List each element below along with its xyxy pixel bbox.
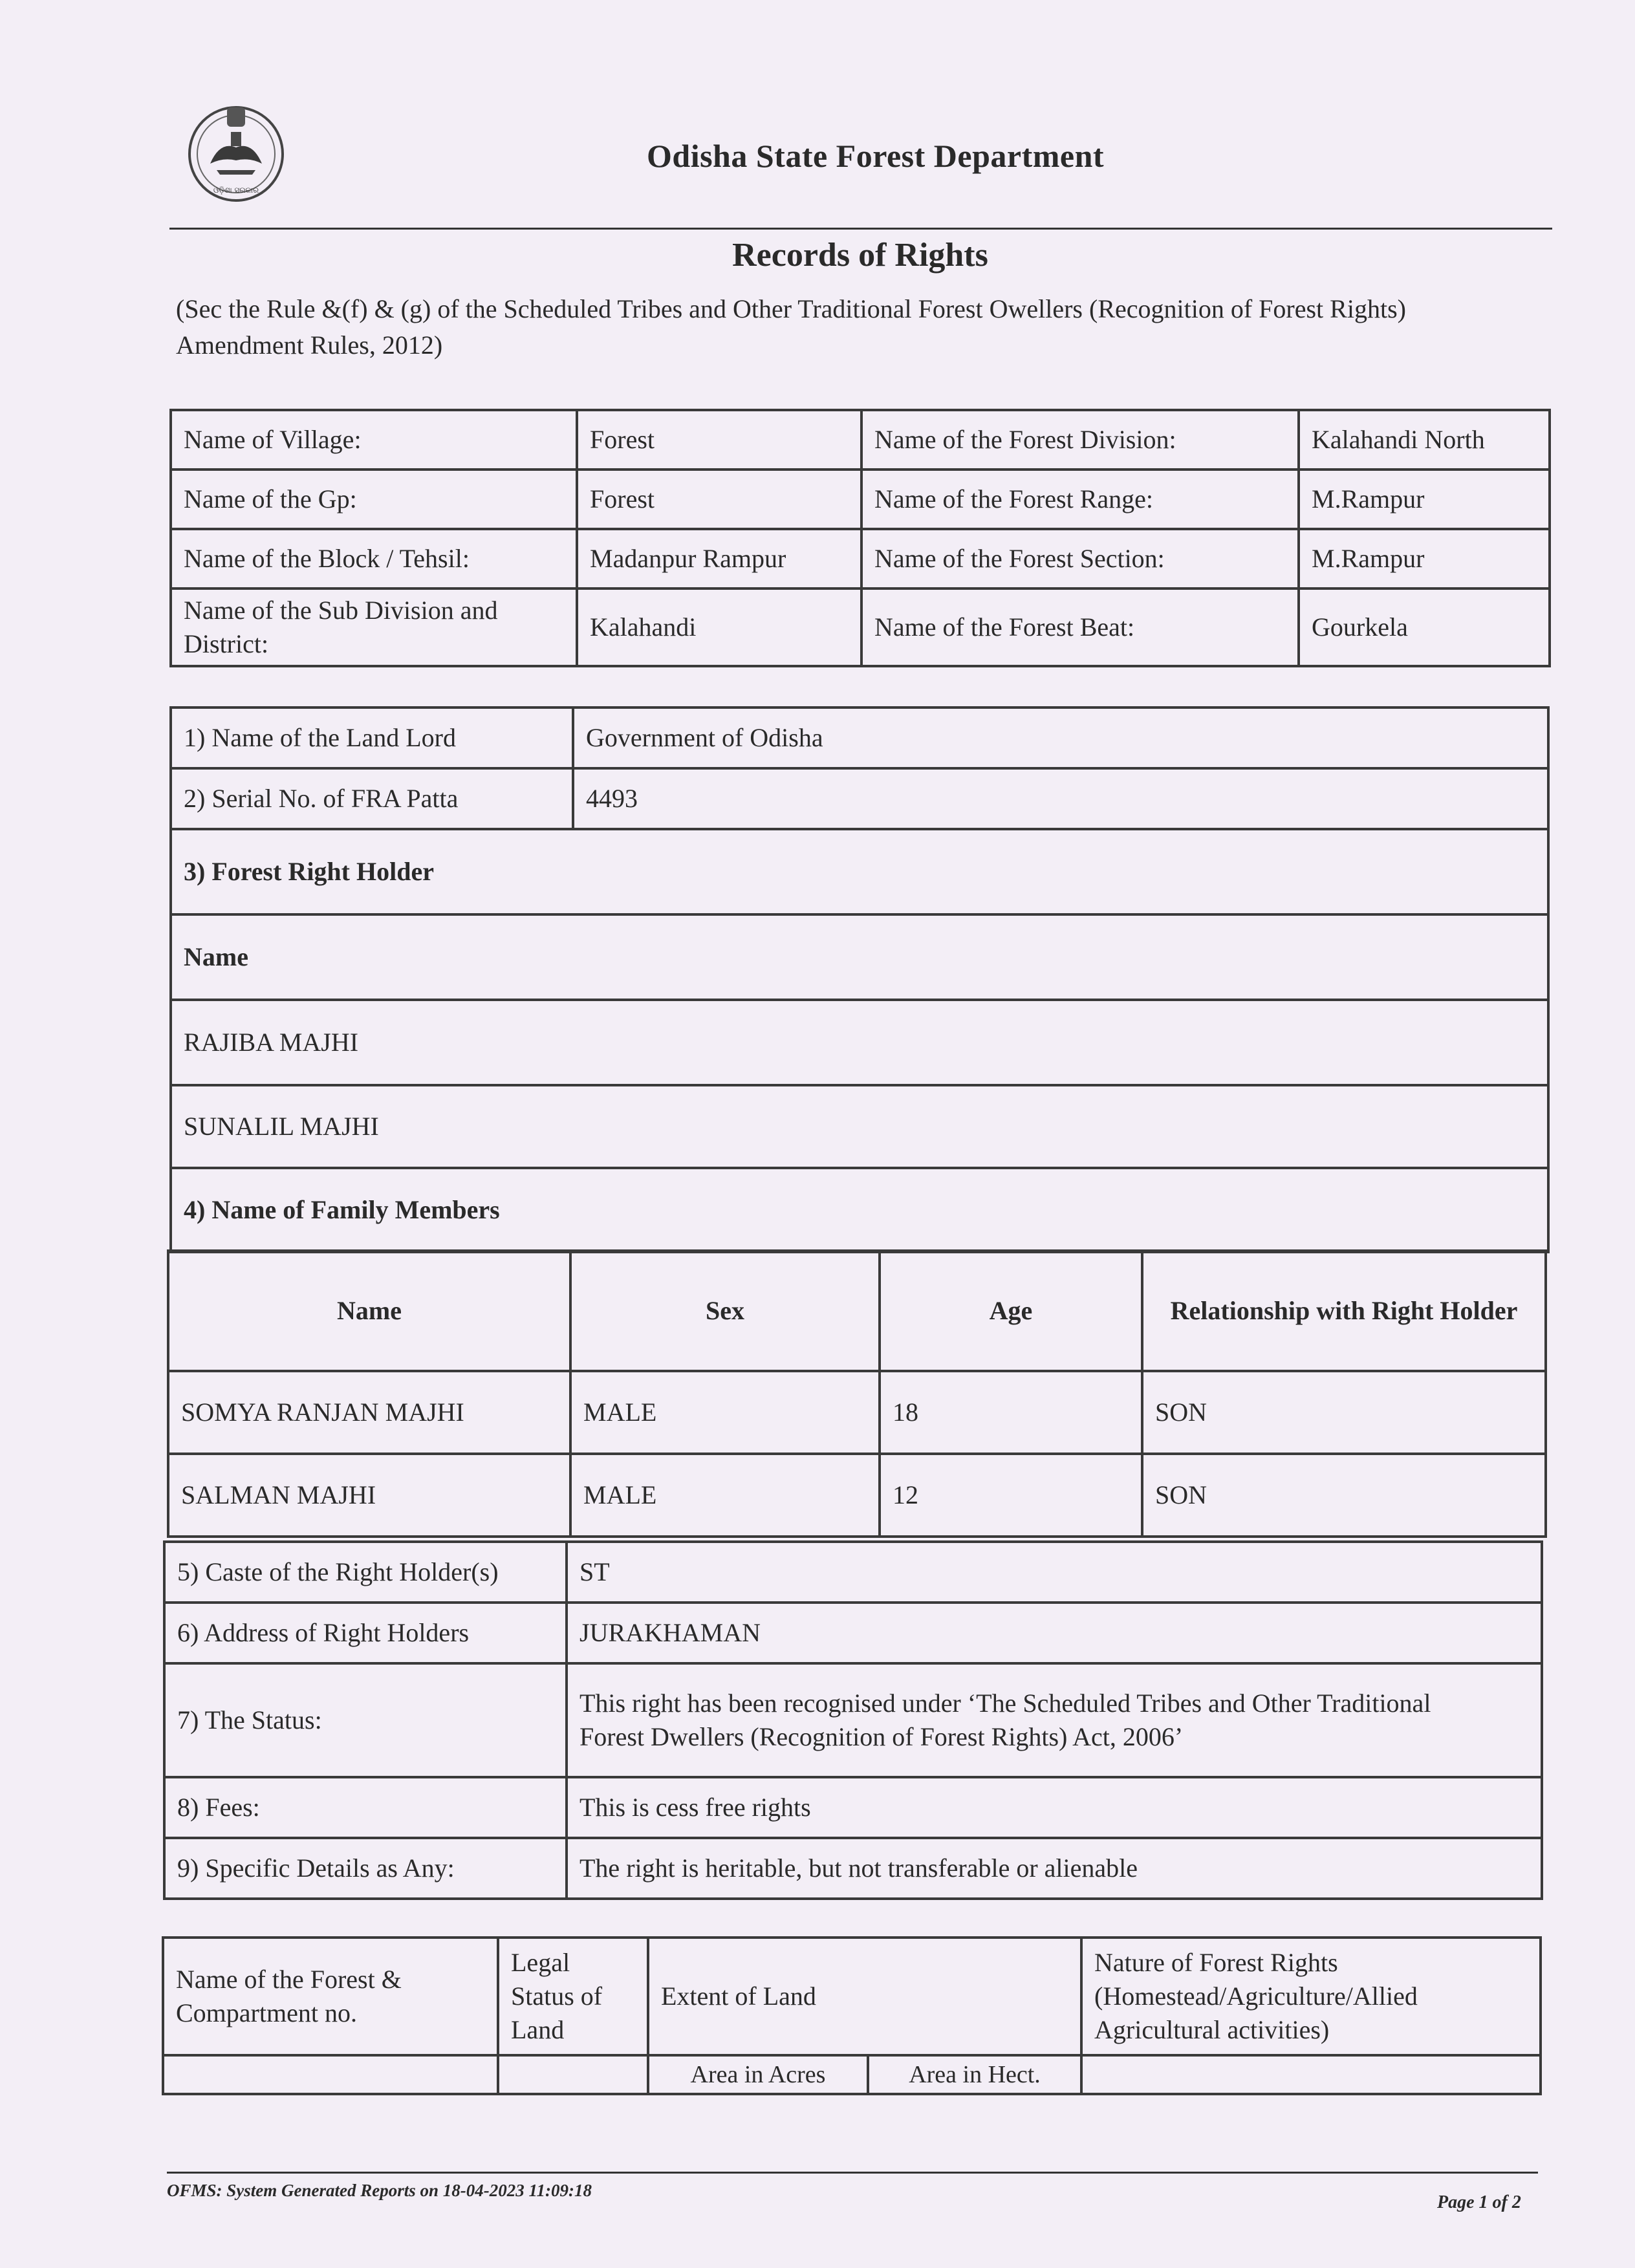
- family-header-sex: Sex: [570, 1251, 880, 1371]
- location-table: [169, 409, 1551, 667]
- caste-value: ST: [567, 1542, 1542, 1603]
- forest-compartment-value: [163, 2055, 498, 2094]
- family-header-relationship: Relationship with Right Holder: [1142, 1251, 1546, 1371]
- table-row: [168, 1371, 1546, 1454]
- range-label: Name of the Forest Range:: [861, 470, 1299, 529]
- land-table: [162, 1936, 1542, 2095]
- landlord-value: Government of Odisha: [573, 707, 1548, 768]
- specific-label: 9) Specific Details as Any:: [164, 1838, 567, 1899]
- serial-value: 4493: [573, 768, 1548, 829]
- status-label: 7) The Status:: [164, 1663, 567, 1777]
- forest-compartment-label: Name of the Forest & Compartment no.: [163, 1938, 498, 2055]
- subdivision-label: Name of the Sub Division and District:: [171, 589, 577, 666]
- family-table: [167, 1249, 1547, 1538]
- family-member-relation: SON: [1142, 1371, 1546, 1454]
- landlord-label: 1) Name of the Land Lord: [171, 707, 573, 768]
- gp-label: Name of the Gp:: [171, 470, 577, 529]
- svg-text:ଓଡ଼ିଶା ସରକାର: ଓଡ଼ିଶା ସରକାର: [213, 186, 259, 195]
- section-value: M.Rampur: [1299, 529, 1550, 589]
- status-value: [567, 1663, 1542, 1777]
- table-row: [168, 1454, 1546, 1537]
- caste-label: 5) Caste of the Right Holder(s): [164, 1542, 567, 1603]
- address-label: 6) Address of Right Holders: [164, 1603, 567, 1663]
- document-title: Records of Rights: [732, 237, 988, 274]
- beat-value: Gourkela: [1299, 589, 1550, 666]
- beat-label: Name of the Forest Beat:: [861, 589, 1299, 666]
- odisha-emblem-icon: [184, 96, 288, 209]
- footer-divider: [167, 2172, 1538, 2174]
- family-header-age: Age: [880, 1251, 1142, 1371]
- family-heading: 4) Name of Family Members: [171, 1168, 1548, 1252]
- holder-heading: 3) Forest Right Holder: [171, 829, 1548, 914]
- legal-status-label: Legal Status of Land: [498, 1938, 648, 2055]
- block-value: Madanpur Rampur: [577, 529, 861, 589]
- family-member-relation: SON: [1142, 1454, 1546, 1537]
- family-member-name: SALMAN MAJHI: [168, 1454, 570, 1537]
- serial-label: 2) Serial No. of FRA Patta: [171, 768, 573, 829]
- block-label: Name of the Block / Tehsil:: [171, 529, 577, 589]
- division-value: Kalahandi North: [1299, 410, 1550, 470]
- holder-name: RAJIBA MAJHI: [171, 1000, 1548, 1085]
- subdivision-value: Kalahandi: [577, 589, 861, 666]
- family-member-age: 18: [880, 1371, 1142, 1454]
- nature-of-rights-value: [1081, 2055, 1541, 2094]
- status-table: [163, 1540, 1543, 1900]
- page-number: Page 1 of 2: [1437, 2192, 1521, 2212]
- gp-value: Forest: [577, 470, 861, 529]
- area-hect-label: Area in Hect.: [868, 2055, 1081, 2094]
- legal-status-value: [498, 2055, 648, 2094]
- nature-of-rights-label: Nature of Forest Rights (Homestead/Agriculture/Allied Agricultural activities): [1081, 1938, 1541, 2055]
- specific-value: The right is heritable, but not transferable or alienable: [567, 1838, 1542, 1899]
- family-member-age: 12: [880, 1454, 1142, 1537]
- family-member-sex: MALE: [570, 1371, 880, 1454]
- document-subtitle: (Sec the Rule &(f) & (g) of the Scheduled Tribes and Other Traditional Forest Owellers (Recognition of Forest Rights) Amendment Rules, 2012): [176, 294, 1406, 360]
- status-line: Forest Dwellers (Recognition of Forest Rights) Act, 2006’: [579, 1722, 1184, 1751]
- extent-of-land-label: Extent of Land: [648, 1938, 1081, 2055]
- village-label: Name of Village:: [171, 410, 577, 470]
- section-label: Name of the Forest Section:: [861, 529, 1299, 589]
- details-table: [169, 706, 1550, 1253]
- village-value: Forest: [577, 410, 861, 470]
- family-member-sex: MALE: [570, 1454, 880, 1537]
- system-generated-note: OFMS: System Generated Reports on 18-04-2023 11:09:18: [167, 2181, 592, 2200]
- holder-name: SUNALIL MAJHI: [171, 1085, 1548, 1168]
- family-member-name: SOMYA RANJAN MAJHI: [168, 1371, 570, 1454]
- holder-name-heading: Name: [171, 914, 1548, 1000]
- division-label: Name of the Forest Division:: [861, 410, 1299, 470]
- range-value: M.Rampur: [1299, 470, 1550, 529]
- area-acres-label: Area in Acres: [648, 2055, 868, 2094]
- department-title: Odisha State Forest Department: [647, 138, 1105, 174]
- address-value: JURAKHAMAN: [567, 1603, 1542, 1663]
- status-line: This right has been recognised under ‘The Scheduled Tribes and Other Traditional: [579, 1689, 1431, 1718]
- header-divider: [169, 228, 1552, 230]
- family-header-name: Name: [168, 1251, 570, 1371]
- fees-value: This is cess free rights: [567, 1777, 1542, 1838]
- fees-label: 8) Fees:: [164, 1777, 567, 1838]
